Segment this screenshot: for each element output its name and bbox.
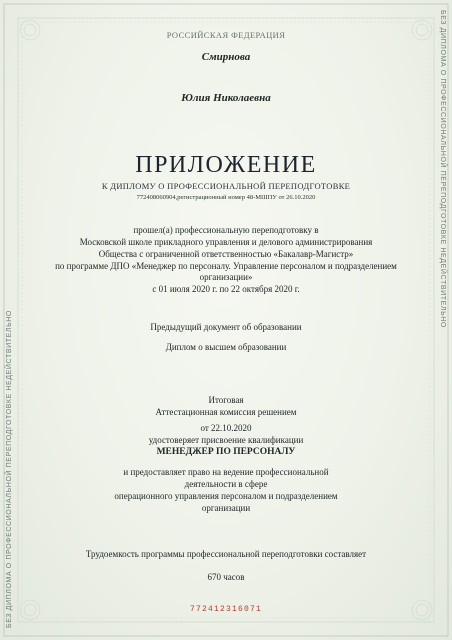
training-line-1: прошел(а) профессиональную переподготовку в — [133, 225, 319, 235]
training-line-4: по программе ДПО «Менеджер по персоналу. Управление персоналом и подразделением — [55, 261, 397, 271]
previous-document-value: Диплом о высшем образовании — [165, 342, 287, 352]
previous-document-label: Предыдущий документ об образовании — [150, 322, 302, 332]
rights-line-4: организации — [201, 503, 251, 513]
training-period: с 01 июля 2020 г. по 22 октября 2020 г. — [152, 284, 300, 294]
training-line-5: организации» — [199, 272, 253, 282]
commission-date: от 22.10.2020 — [200, 423, 252, 433]
name-patronymic: Юлия Николаевна — [181, 92, 271, 104]
training-line-3: Общества с ограниченной ответственностью «Бакалавр-Магистр» — [98, 249, 354, 259]
workload-value: 670 часов — [207, 572, 245, 582]
registration-number: 772408060904,регистрационный номер 48-МШПУ от 26.10.2020 — [136, 194, 316, 201]
surname: Смирнова — [201, 51, 251, 63]
commission-line-4: удостоверяет присвоение квалификации — [148, 435, 304, 445]
qualification: МЕНЕДЖЕР ПО ПЕРСОНАЛУ — [156, 447, 296, 457]
commission-line-2: Аттестационная комиссия решением — [155, 407, 297, 417]
document-title: ПРИЛОЖЕНИЕ — [135, 152, 317, 178]
rights-line-1: и предоставляет право на ведение профессиональной — [123, 467, 329, 477]
training-line-2: Московской школе прикладного управления и делового администрирования — [79, 237, 373, 247]
border-text-left: БЕЗ ДИПЛОМА О ПРОФЕССИОНАЛЬНОЙ ПЕРЕПОДГОТОВКЕ НЕДЕЙСТВИТЕЛЬНО — [6, 310, 13, 628]
document-subtitle: К ДИПЛОМУ О ПРОФЕССИОНАЛЬНОЙ ПЕРЕПОДГОТОВКЕ — [101, 181, 351, 191]
commission-line-1: Итоговая — [208, 395, 244, 405]
workload-label: Трудоемкость программы профессиональной переподготовки составляет — [85, 549, 367, 559]
border-text-right: БЕЗ ДИПЛОМА О ПРОФЕССИОНАЛЬНОЙ ПЕРЕПОДГОТОВКЕ НЕДЕЙСТВИТЕЛЬНО — [439, 10, 446, 328]
serial-number: 772412316071 — [189, 605, 262, 614]
rights-line-2: деятельности в сфере — [184, 479, 268, 489]
rights-line-3: операционного управления персоналом и подразделением — [114, 491, 338, 501]
country-heading: РОССИЙСКАЯ ФЕДЕРАЦИЯ — [166, 30, 286, 40]
